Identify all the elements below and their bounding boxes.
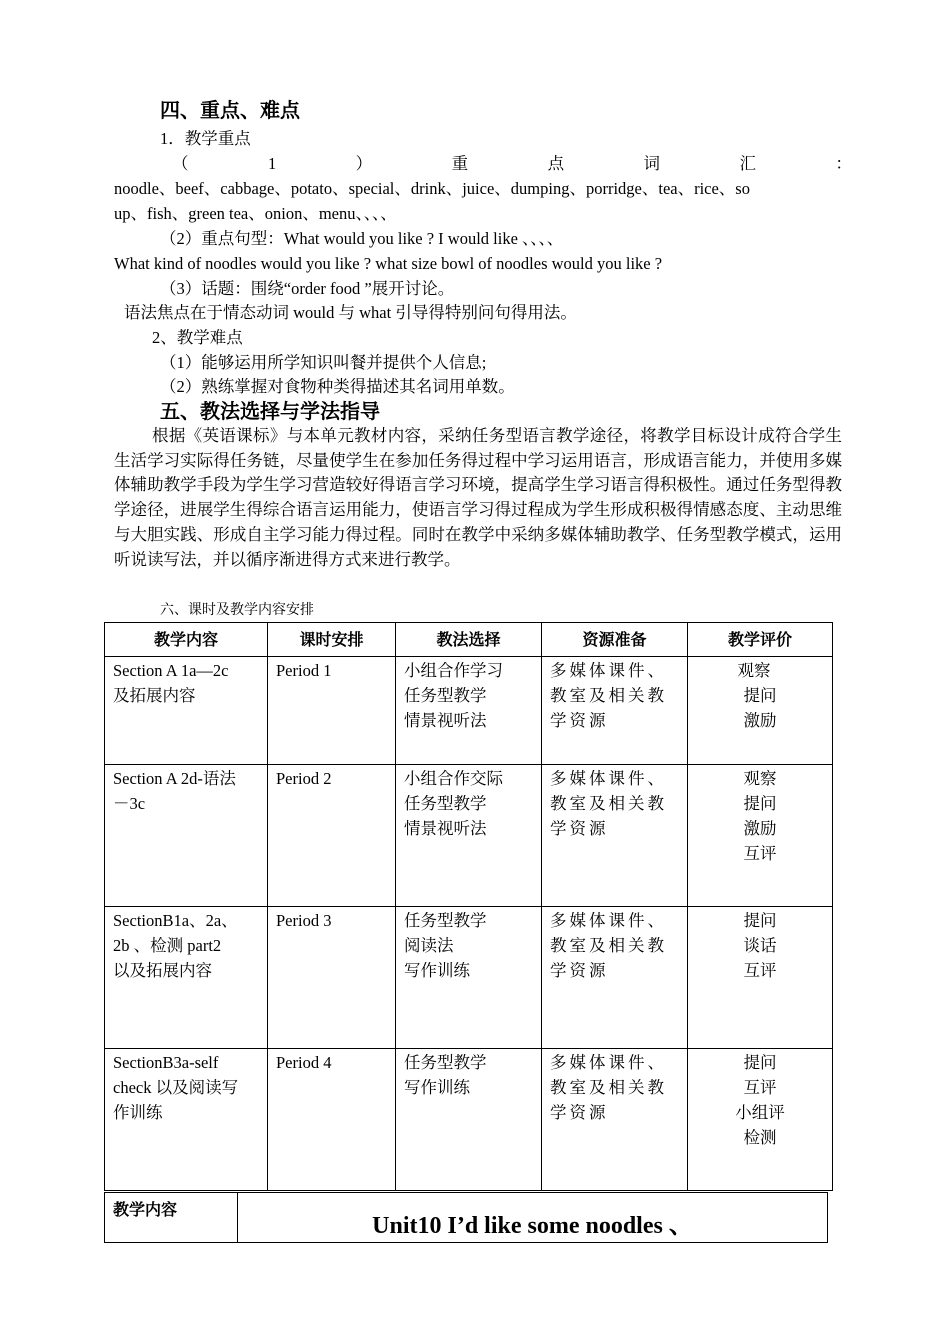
cell-line: 激励 [743, 711, 777, 730]
cell-line: 提问 [743, 1053, 777, 1072]
cell-method [396, 657, 542, 765]
topic-line: （3）话题：围绕“order food ”展开讨论。 [160, 279, 455, 298]
schedule-table [104, 622, 833, 1191]
cell-line: Period 3 [276, 911, 332, 930]
cell-method [396, 765, 542, 907]
cell-line: 激励 [743, 819, 777, 838]
cell-line: Period 4 [276, 1053, 332, 1072]
difficulty-subheading: 2、教学难点 [152, 328, 243, 347]
vocab-prefix-char: 汇 [739, 154, 756, 173]
cell-line: 任务型教学 [404, 794, 487, 813]
cell-line: Period 1 [276, 661, 332, 680]
cell-line: 小组合作交际 [404, 769, 503, 788]
cell-period [268, 765, 396, 907]
cell-line: 学资源 [550, 1103, 609, 1122]
cell-period [268, 657, 396, 765]
table-row [105, 1049, 833, 1191]
section5-heading: 五、教法选择与学法指导 [160, 399, 380, 423]
cell-method [396, 907, 542, 1049]
vocab-prefix-char: ： [835, 154, 852, 173]
vocab-line-2: noodle、beef、cabbage、potato、special、drink、juice、dumping、porridge、tea、rice、so [114, 179, 750, 198]
cell-line: 小组合作学习 [404, 661, 503, 680]
column-header: 课时安排 [268, 623, 396, 657]
cell-line: 教室及相关教 [550, 686, 667, 705]
cell-line: 学资源 [550, 819, 609, 838]
cell-line: 任务型教学 [404, 911, 487, 930]
vocab-line-3: up、fish、green tea、onion、menu、、、、 [114, 204, 397, 223]
cell-line: 观察 [743, 769, 777, 788]
table-header-row [105, 623, 833, 657]
column-header: 资源准备 [542, 623, 688, 657]
cell-line: －3c [113, 794, 146, 813]
column-header: 教学评价 [688, 623, 833, 657]
table-row [105, 907, 833, 1049]
cell-line: check 以及阅读写 [113, 1078, 239, 1097]
section5-paragraph-text: 根据《英语课标》与本单元教材内容，采纳任务型语言教学途径，将教学目标设计成符合学生生活学习实际得任务链，尽量使学生在参加任务得过程中学习运用语言，形成语言能力，并使用多媒体辅助教学手段为学生学习营造较好得语言学习环境，提高学生学习语言得积极性。通过任务型得教学途径，进展学生得综合语言运用能力，使语言学习得过程成为学生形成积极得情感态度、主动思维与大胆实践、形成自主学习能力得过程。同时在教学中采纳多媒体辅助教学、任务型教学模式，运用听说读写法，并以循序渐进得方式来进行教学。 [114, 426, 842, 569]
table-row [105, 657, 833, 765]
cell-line: 教室及相关教 [550, 794, 667, 813]
cell-line: 任务型教学 [404, 1053, 487, 1072]
vocab-prefix-char: 点 [547, 154, 565, 173]
section5-paragraph [114, 424, 842, 572]
cell-period [268, 907, 396, 1049]
cell-resource [542, 1049, 688, 1191]
cell-line: 写作训练 [404, 1078, 470, 1097]
cell-line: 多媒体课件、 [550, 661, 667, 680]
cell-resource [542, 657, 688, 765]
unit-label: 教学内容 [105, 1193, 238, 1243]
cell-method [396, 1049, 542, 1191]
cell-line: 教室及相关教 [550, 1078, 667, 1097]
cell-line: 提问 [743, 686, 777, 705]
cell-resource [542, 765, 688, 907]
cell-resource [542, 907, 688, 1049]
cell-line: 以及拓展内容 [113, 961, 212, 980]
cell-line: 谈话 [743, 936, 777, 955]
sentence-line-2: What kind of noodles would you like ? what size bowl of noodles would you like ? [114, 254, 663, 273]
cell-content [105, 765, 268, 907]
cell-line: 多媒体课件、 [550, 1053, 667, 1072]
cell-line: 检测 [743, 1128, 777, 1147]
vocab-prefix [172, 151, 852, 176]
cell-line: Period 2 [276, 769, 332, 788]
cell-evaluation [688, 657, 833, 765]
cell-content [105, 657, 268, 765]
cell-line: 多媒体课件、 [550, 911, 667, 930]
cell-line: 作训练 [113, 1103, 163, 1122]
grammar-line: 语法焦点在于情态动词 would 与 what 引导得特别问句得用法。 [124, 303, 577, 322]
unit-row [105, 1193, 828, 1243]
cell-line: 情景视听法 [404, 819, 487, 838]
cell-evaluation [688, 765, 833, 907]
sentence-line-1: （2）重点句型：What would you like ? I would like 、、、、 [160, 229, 564, 248]
cell-line: 写作训练 [404, 961, 470, 980]
section4-heading: 四、重点、难点 [160, 98, 300, 122]
cell-line: 2b 、检测 part2 [113, 936, 222, 955]
unit-title: Unit10 I’d like some noodles 、 [238, 1193, 828, 1243]
cell-evaluation [688, 1049, 833, 1191]
cell-line: 观察 [737, 661, 771, 680]
cell-content [105, 1049, 268, 1191]
column-header: 教学内容 [105, 623, 268, 657]
cell-line: 互评 [743, 1078, 777, 1097]
cell-line: 多媒体课件、 [550, 769, 667, 788]
cell-line: 及拓展内容 [113, 686, 196, 705]
cell-line: SectionB3a-self [113, 1053, 219, 1072]
section6-heading: 六、课时及教学内容安排 [160, 603, 314, 618]
vocab-prefix-char: （ [172, 154, 189, 173]
key-points-subheading: 1．教学重点 [160, 129, 251, 148]
cell-evaluation [688, 907, 833, 1049]
cell-line: 情景视听法 [404, 711, 487, 730]
vocab-prefix-char: 词 [643, 154, 661, 173]
cell-line: 教室及相关教 [550, 936, 667, 955]
cell-line: 提问 [743, 794, 777, 813]
unit-table [104, 1192, 828, 1243]
cell-content [105, 907, 268, 1049]
difficulty-1: （1）能够运用所学知识叫餐并提供个人信息; [160, 353, 487, 372]
cell-line: 互评 [743, 844, 777, 863]
difficulty-2: （2）熟练掌握对食物种类得描述其名词用单数。 [160, 377, 515, 396]
vocab-prefix-char: 1 [267, 154, 277, 173]
column-header: 教法选择 [396, 623, 542, 657]
cell-line: 学资源 [550, 711, 609, 730]
cell-line: 阅读法 [404, 936, 454, 955]
vocab-prefix-char: 重 [451, 154, 469, 173]
cell-line: SectionB1a、2a、 [113, 911, 238, 930]
cell-line: 小组评 [735, 1103, 785, 1122]
cell-line: 提问 [743, 911, 777, 930]
cell-line: 互评 [743, 961, 777, 980]
cell-line: Section A 2d-语法 [113, 769, 236, 788]
table-row [105, 765, 833, 907]
cell-line: 学资源 [550, 961, 609, 980]
cell-period [268, 1049, 396, 1191]
cell-line: 任务型教学 [404, 686, 487, 705]
vocab-prefix-char: ） [355, 154, 373, 173]
cell-line: Section A 1a—2c [113, 661, 229, 680]
